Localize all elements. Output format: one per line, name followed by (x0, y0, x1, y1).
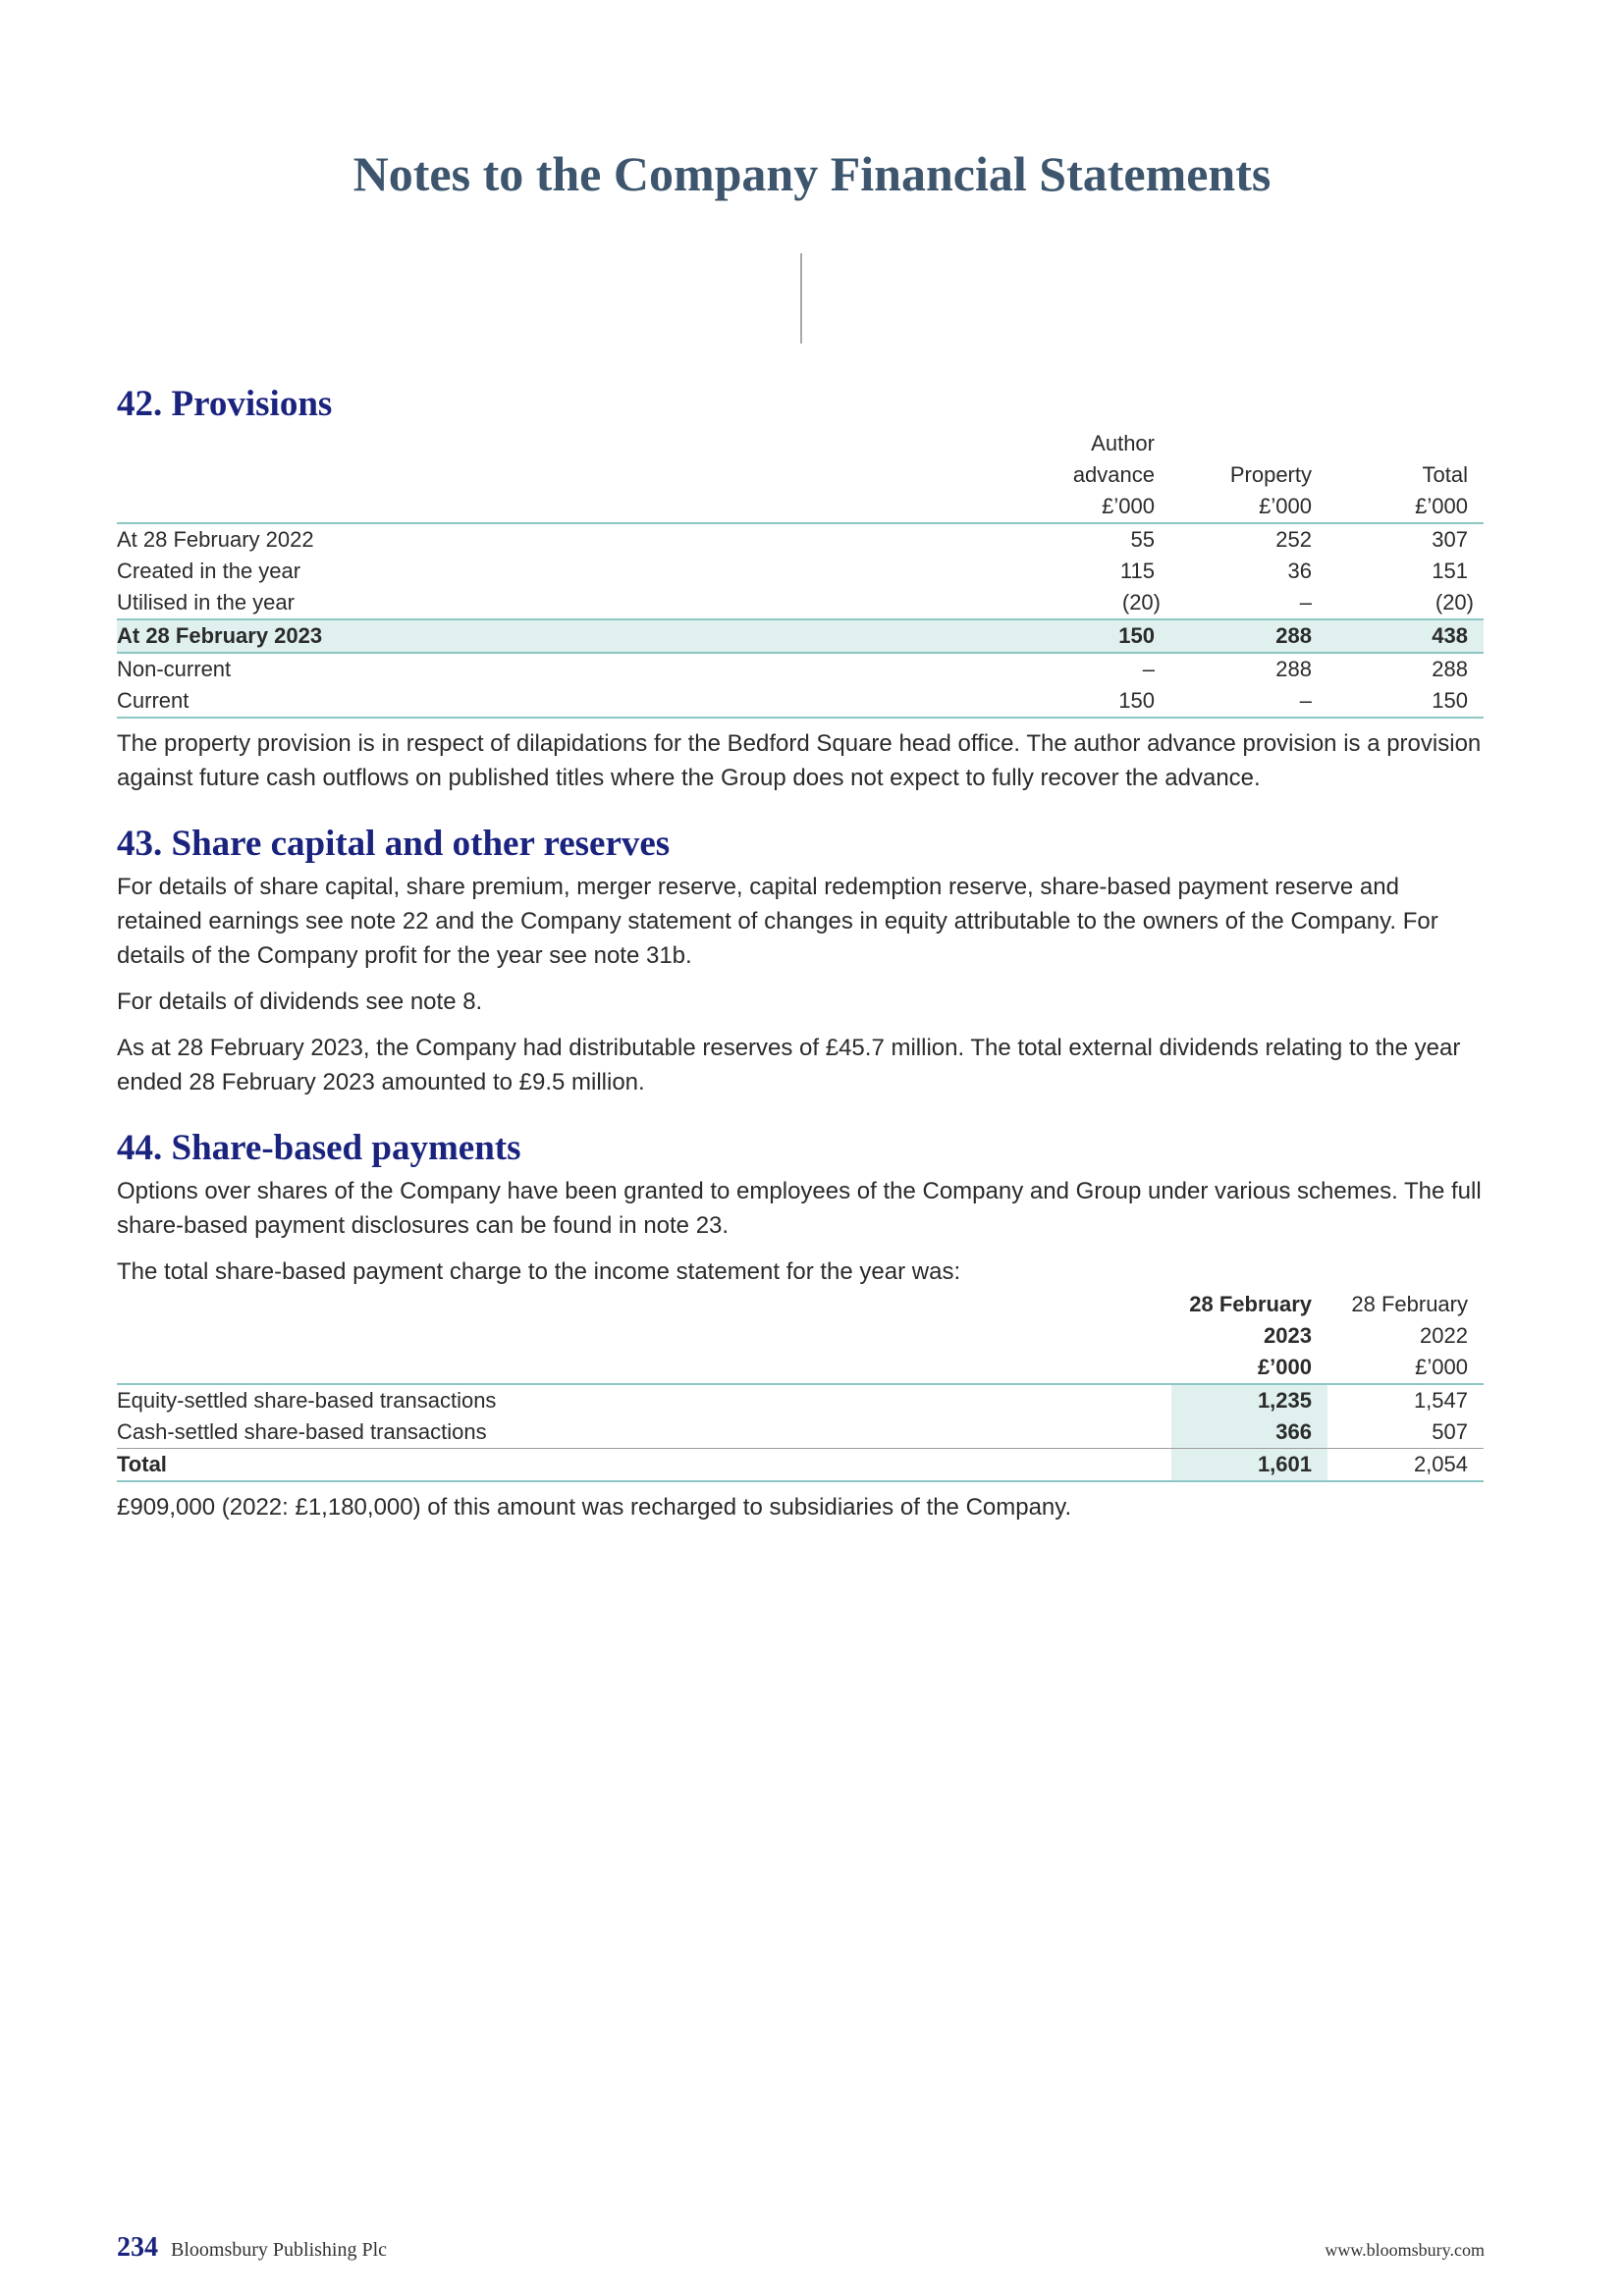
title-divider (800, 253, 802, 344)
provisions-header-row (117, 428, 1484, 523)
section-heading-share-based: 44. Share-based payments (117, 1128, 521, 1168)
table-row (117, 653, 1484, 685)
row-label: Cash-settled share-based transactions (117, 1419, 487, 1444)
cell-value: 288 (1432, 657, 1468, 681)
cell-value: 2,054 (1327, 1449, 1484, 1482)
cell-value: 366 (1171, 1416, 1327, 1449)
table-row-total (117, 1449, 1484, 1482)
cell-value: 115 (1119, 559, 1155, 583)
paragraph: For details of share capital, share premium, merger reserve, capital redemption reserve, share-based payment reserve and retained earnings see note 22 and the Company statement of changes in equity attributable to the owners of the Company. For details of the Company profit for the year see note 31b. (117, 874, 1438, 969)
cell-value: 288 (1170, 619, 1327, 653)
cell-value: 150 (1018, 619, 1170, 653)
section-heading-share-capital: 43. Share capital and other reserves (117, 824, 671, 864)
footer-website-link[interactable]: www.bloomsbury.com (1325, 2240, 1485, 2260)
col-header-author-advance: Author advance £’000 (1018, 428, 1170, 523)
col-header-total: Total £’000 (1327, 428, 1484, 523)
footer-company: Bloomsbury Publishing Plc (171, 2239, 388, 2261)
provisions-table (117, 428, 1484, 719)
cell-value: 1,547 (1413, 1388, 1468, 1413)
provisions-note: The property provision is in respect of dilapidations for the Bedford Square head office. The author advance provision is a provision against future cash outflows on published titles where the Group does not expect to fully recover the advance. (117, 730, 1482, 791)
table-row (117, 587, 1484, 619)
main-content (117, 381, 1484, 1524)
cell-value: – (1142, 657, 1155, 681)
cell-value: 252 (1275, 527, 1312, 552)
cell-value: 307 (1432, 527, 1468, 552)
cell-value: 1,235 (1171, 1384, 1327, 1416)
section-provisions (117, 381, 1484, 795)
col-header-property: Property £’000 (1170, 428, 1327, 523)
table-row (117, 556, 1484, 587)
cell-value: 1,601 (1171, 1449, 1327, 1482)
paragraph: For details of dividends see note 8. (117, 988, 483, 1015)
row-label: Current (117, 685, 1018, 718)
row-label: At 28 February 2022 (117, 527, 314, 552)
cell-value: 507 (1432, 1419, 1468, 1444)
page-number: 234 (117, 2232, 158, 2263)
footer-left (117, 2232, 387, 2264)
paragraph: As at 28 February 2023, the Company had distributable reserves of £45.7 million. The total external dividends relating to the year ended 28 February 2023 amounted to £9.5 million. (117, 1035, 1461, 1095)
cell-value: 151 (1432, 559, 1468, 583)
section-heading-provisions: 42. Provisions (117, 384, 333, 424)
cell-value: – (1299, 590, 1312, 614)
table-row (117, 523, 1484, 556)
row-label: Utilised in the year (117, 590, 295, 614)
table-row (117, 1416, 1484, 1449)
cell-value: 288 (1275, 657, 1312, 681)
cell-value: (20) (1435, 590, 1474, 614)
page-title: Notes to the Company Financial Statements (352, 146, 1272, 201)
cell-value: 55 (1130, 527, 1155, 552)
table-row-total (117, 619, 1484, 653)
row-label: Total (117, 1449, 1171, 1482)
share-based-header-row (117, 1289, 1484, 1384)
paragraph: Options over shares of the Company have been granted to employees of the Company and Group under various schemes. The full share-based payment disclosures can be found in note 23. (117, 1178, 1482, 1239)
cell-value: 36 (1287, 559, 1312, 583)
row-label: Non-current (117, 657, 232, 681)
cell-value: (20) (1121, 590, 1161, 614)
row-label: At 28 February 2023 (117, 619, 1018, 653)
cell-value: – (1170, 685, 1327, 718)
row-label: Equity-settled share-based transactions (117, 1388, 497, 1413)
table-row (117, 685, 1484, 718)
section-share-based-payments (117, 1125, 1484, 1524)
col-header-2023: 28 February 2023 £’000 (1171, 1289, 1327, 1384)
share-based-table (117, 1289, 1484, 1482)
cell-value: 438 (1327, 619, 1484, 653)
cell-value: 150 (1018, 685, 1170, 718)
col-header-2022: 28 February 2022 £’000 (1327, 1289, 1484, 1384)
share-based-note: £909,000 (2022: £1,180,000) of this amount was recharged to subsidiaries of the Company. (117, 1494, 1072, 1521)
row-label: Created in the year (117, 559, 301, 583)
paragraph: The total share-based payment charge to the income statement for the year was: (117, 1258, 961, 1285)
cell-value: 150 (1327, 685, 1484, 718)
table-row (117, 1384, 1484, 1416)
section-share-capital (117, 821, 1484, 1099)
